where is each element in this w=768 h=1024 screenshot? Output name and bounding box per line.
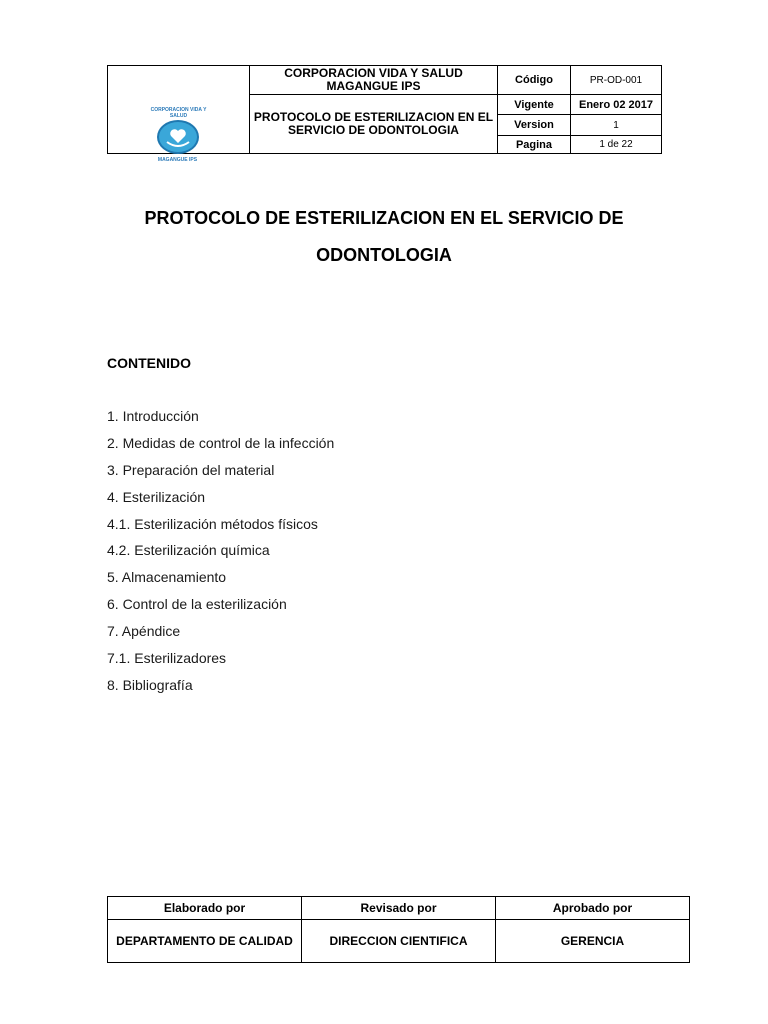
aprobado-por-header: Aprobado por bbox=[496, 897, 690, 920]
organization-logo bbox=[108, 66, 249, 153]
logo-top-text: CORPORACION VIDA Y SALUD bbox=[150, 107, 207, 119]
codigo-value: PR-OD-001 bbox=[571, 66, 662, 95]
toc-item: 5. Almacenamiento bbox=[107, 569, 227, 586]
heart-hands-icon bbox=[157, 120, 199, 154]
toc-item: 6. Control de la esterilización bbox=[107, 596, 287, 613]
approval-table bbox=[107, 896, 690, 963]
revisado-por-value: DIRECCION CIENTIFICA bbox=[302, 920, 496, 963]
page-title-line-2: ODONTOLOGIA bbox=[316, 245, 452, 265]
toc-item: 4. Esterilización bbox=[107, 488, 206, 505]
pagina-label: Pagina bbox=[498, 136, 571, 154]
toc-item: 7. Apéndice bbox=[107, 623, 181, 640]
vigente-label: Vigente bbox=[498, 95, 571, 115]
toc-item: 1. Introducción bbox=[107, 408, 199, 424]
version-label: Version bbox=[498, 115, 571, 136]
header-document-title: PROTOCOLO DE ESTERILIZACION EN EL SERVICIO DE ODONTOLOGIA bbox=[250, 95, 498, 154]
elaborado-por-header: Elaborado por bbox=[108, 897, 302, 920]
header-table bbox=[107, 65, 662, 154]
revisado-por-header: Revisado por bbox=[302, 897, 496, 920]
version-value: 1 bbox=[571, 115, 662, 136]
toc-item: 7.1. Esterilizadores bbox=[107, 650, 227, 667]
codigo-label: Código bbox=[498, 66, 571, 95]
page-title bbox=[90, 200, 678, 274]
page-title-line-1: PROTOCOLO DE ESTERILIZACION EN EL SERVICIO DE bbox=[144, 208, 624, 228]
vigente-value: Enero 02 2017 bbox=[571, 95, 662, 115]
toc-item: 4.1. Esterilización métodos físicos bbox=[107, 515, 318, 532]
toc-item: 2. Medidas de control de la infección bbox=[107, 434, 335, 451]
toc-item: 4.2. Esterilización química bbox=[107, 542, 270, 559]
table-of-contents bbox=[107, 405, 334, 701]
aprobado-por-value: GERENCIA bbox=[496, 920, 690, 963]
contents-heading: CONTENIDO bbox=[107, 355, 191, 371]
elaborado-por-value: DEPARTAMENTO DE CALIDAD bbox=[108, 920, 302, 963]
organization-name: CORPORACION VIDA Y SALUD MAGANGUE IPS bbox=[250, 66, 498, 95]
logo-cell bbox=[108, 66, 250, 154]
toc-item: 8. Bibliografía bbox=[107, 676, 193, 693]
logo-bottom-text: MAGANGUE IPS bbox=[157, 157, 198, 163]
pagina-value: 1 de 22 bbox=[571, 136, 662, 154]
toc-item: 3. Preparación del material bbox=[107, 461, 275, 478]
